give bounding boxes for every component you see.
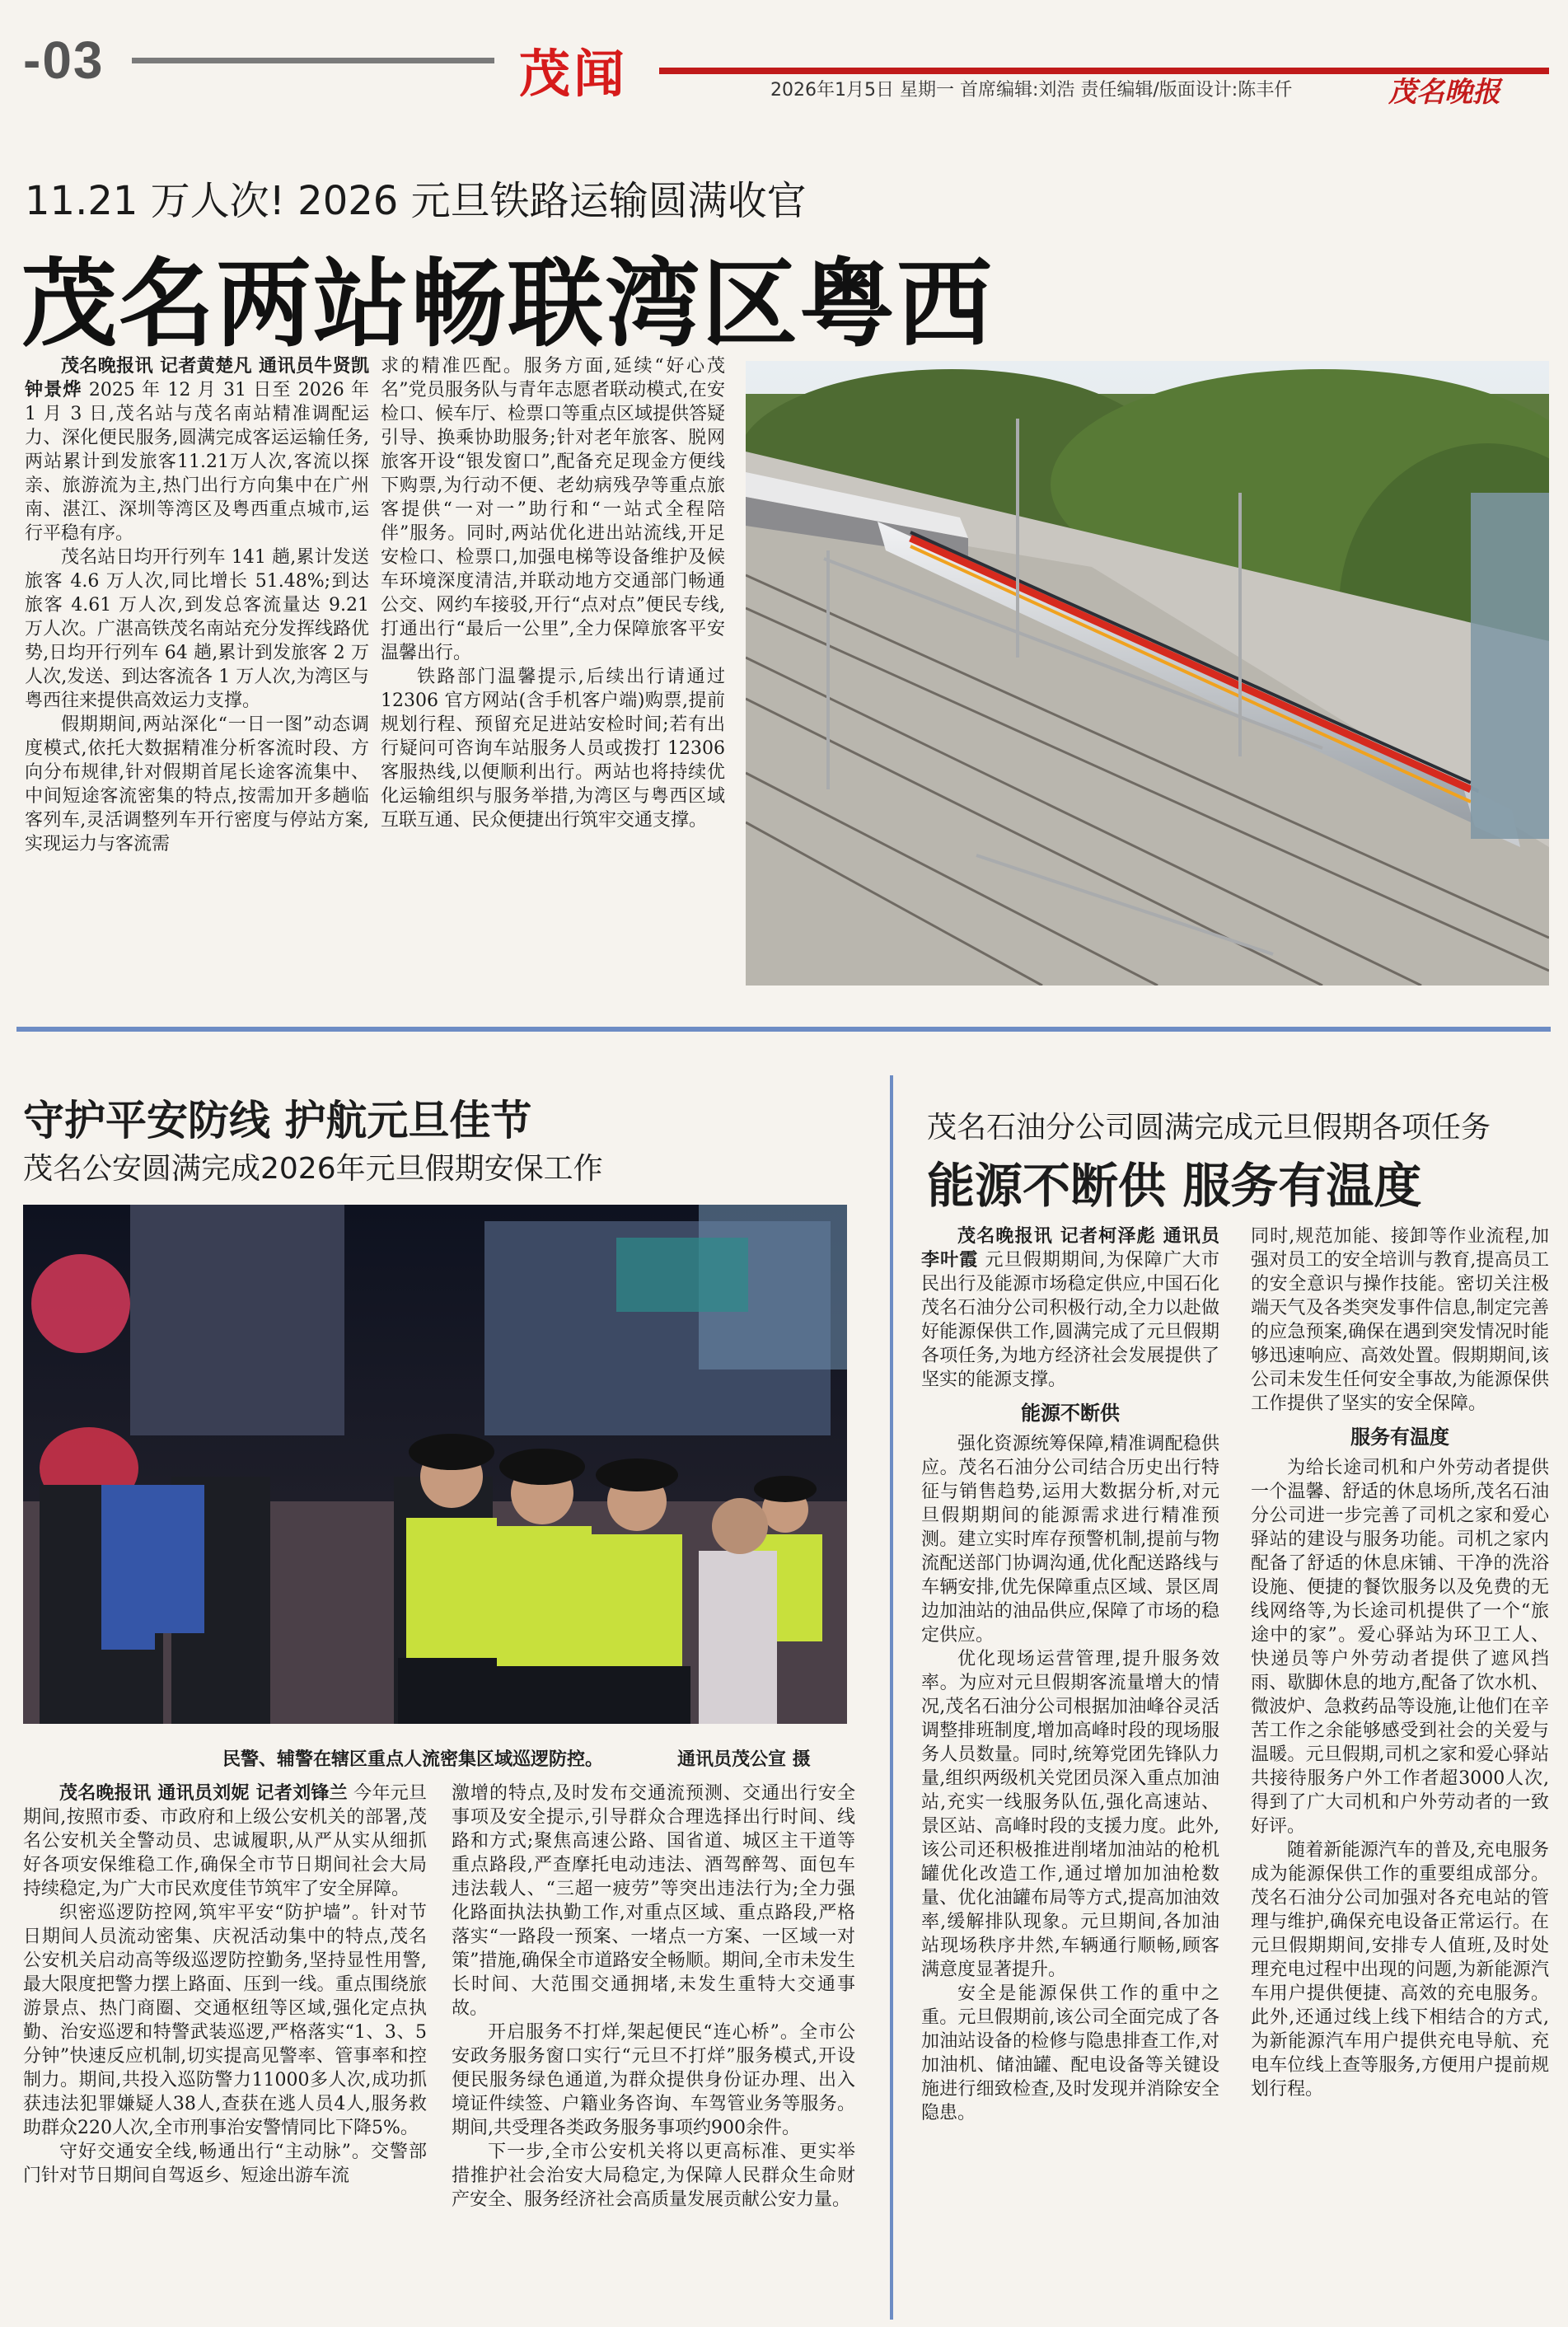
story2-paragraph: 织密巡逻防控网,筑牢平安“防护墙”。针对节日期间人员流动密集、庆祝活动集中的特点,茂名公安机关启动高等级巡逻防控勤务,坚持显性用警,最大限度把警力摆上路面、压到一线。重点围绕旅游景点、热门商圈、交通枢纽等区域,强化定点执勤、治安巡逻和特警武装巡逻,严格落实“1、3、5分钟”快速反应机制,切实提高见警率、管事率和控制力。期间,共投入巡防警力11000多人次,成功抓获违法犯罪嫌疑人38人,查获在逃人员4人,服务救助群众220人次,全市刑事治安警情同比下降5%。	[23, 1903, 427, 2138]
story3-paragraph: 安全是能源保供工作的重中之重。元旦假期前,该公司全面完成了各加油站设备的检修与隐患排查工作,对加油机、储油罐、配电设备等关键设施进行细致检查,及时发现并消除安全隐患。	[921, 1983, 1219, 2123]
story2-photo-credit: 通讯员茂公宣 摄	[677, 1749, 811, 1770]
story1-headline: 茂名两站畅联湾区粤西	[21, 249, 994, 360]
police-photo-illustration	[23, 1205, 847, 1724]
header-rule	[132, 58, 494, 63]
story1-paragraph: 假期期间,两站深化“一日一图”动态调度模式,依托大数据精准分析客流时段、方向分布规律,针对假期首尾长途客流集中、中间短途客流密集的特点,按需加开多趟临客列车,灵活调整列车开行密度与停站方案,实现运力与客流需	[25, 714, 369, 854]
story1-column-2	[381, 354, 725, 832]
story3-paragraph: 强化资源统筹保障,精准调配稳供应。茂名石油分公司结合历史出行特征与销售趋势,运用大数据分析,对元旦假期期间的能源需求进行精准预测。建立实时库存预警机制,提前与物流配送部门协调沟通,优化配送路线与车辆安排,优先保障重点区域、景区周边加油站的油品供应,保障了市场的稳定供应。	[921, 1434, 1219, 1646]
story3-subhead-2: 服务有温度	[1350, 1426, 1449, 1449]
story2-paragraph: 今年元旦期间,按照市委、市政府和上级公安机关的部署,茂名公安机关全警动员、忠诚履职,从严从实从细抓好各项安保维稳工作,确保全市节日期间社会大局持续稳定,为广大市民欢度佳节筑牢了安全屏障。	[23, 1783, 427, 1899]
story1-column-1	[25, 354, 369, 856]
paper-logo: 茂名晚报	[1388, 76, 1500, 109]
police-photo	[23, 1205, 847, 1724]
story1-paragraph: 茂名站日均开行列车 141 趟,累计发送旅客 4.6 万人次,同比增长 51.48%;到达旅客 4.61 万人次,到发总客流量达 9.21 万人次。广湛高铁茂名南站充分发挥线路优势,日均开行列车 64 趟,累计到发旅客 2 万人次,发送、到达客流各 1 万人次,为湾区与粤西往来提供高效运力支撑。	[25, 547, 370, 711]
story3-column-1	[921, 1224, 1219, 2125]
story3-paragraph: 优化现场运营管理,提升服务效率。为应对元旦假期客流量增大的情况,茂名石油分公司根据加油峰谷灵活调整排班制度,增加高峰时段的现场服务人员数量。同时,统筹党团先锋队力量,组织两级机关党团员深入重点加油站,充实一线服务队伍,强化高速站、景区站、高峰时段的支援力度。此外,该公司还积极推进削堵加油站的枪机罐优化改造工作,通过增加加油枪数量、优化油罐布局等方式,提高加油效率,缓解排队现象。元旦期间,各加油站现场秩序井然,车辆通行顺畅,顾客满意度显著提升。	[921, 1649, 1219, 1980]
train-photo	[746, 361, 1549, 986]
story3-paragraph: 元旦假期期间,为保障广大市民出行及能源市场稳定供应,中国石化茂名石油分公司积极行动,全力以赴做好能源保供工作,圆满完成了元旦假期各项任务,为地方经济社会发展提供了坚实的能源支撑。	[921, 1250, 1219, 1390]
story2-photo-caption: 民警、辅警在辖区重点人流密集区域巡逻防控。	[222, 1749, 604, 1770]
column-divider	[890, 1075, 893, 2320]
section-logo: 茂闻	[519, 44, 629, 104]
story2-byline: 茂名晚报讯 通讯员刘妮 记者刘锋兰	[59, 1782, 348, 1804]
section-divider	[16, 1027, 1551, 1032]
story1-byline: 茂名晚报讯 记者黄楚凡 通讯员牛贤凯 钟景烨	[25, 355, 369, 400]
story1-paragraph: 求的精准匹配。服务方面,延续“好心茂名”党员服务队与青年志愿者联动模式,在安检口、候车厅、检票口等重点区域提供答疑引导、换乘协助服务;针对老年旅客、脱网旅客开设“银发窗口”,配备充足现金方便线下购票,为行动不便、老幼病残孕等重点旅客提供“一对一”助行和“一站式全程陪伴”服务。同时,两站优化进出站流线,开足安检口、检票口,加强电梯等设备维护及候车环境深度清洁,并联动地方交通部门畅通公交、网约车接驳,开行“点对点”便民专线,打通出行“最后一公里”,全力保障旅客平安温馨出行。	[381, 356, 726, 663]
story2-headline: 守护平安防线 护航元旦佳节	[23, 1097, 532, 1145]
story3-paragraph: 同时,规范加能、接卸等作业流程,加强对员工的安全培训与教育,提高员工的安全意识与操作技能。密切关注极端天气及各类突发事件信息,制定完善的应急预案,确保在遇到突发情况时能够迅速响应、高效处置。假期期间,该公司未发生任何安全事故,为能源保供工作提供了坚实的安全保障。	[1251, 1226, 1549, 1414]
train-photo-illustration	[746, 361, 1549, 986]
story3-paragraph: 随着新能源汽车的普及,充电服务成为能源保供工作的重要组成部分。茂名石油分公司加强对各充电站的管理与维护,确保充电设备正常运行。在元旦假期期间,安排专人值班,及时处理充电过程中出现的问题,为新能源汽车用户提供便捷、高效的充电服务。此外,还通过线上线下相结合的方式,为新能源汽车用户提供充电导航、充电车位线上查等服务,方便用户提前规划行程。	[1251, 1840, 1549, 2100]
story3-byline: 茂名晚报讯 记者柯泽彪 通讯员李叶霞	[921, 1225, 1219, 1271]
page-number: -03	[23, 30, 105, 90]
story1-paragraph: 2025 年 12 月 31 日至 2026 年 1 月 3 日,茂名站与茂名南站精准调配运力、深化便民服务,圆满完成客运运输任务,两站累计到发旅客11.21万人次,客流以探亲、旅游流为主,热门出行方向集中在广州南、湛江、深圳等湾区及粤西重点城市,运行平稳有序。	[25, 380, 369, 544]
story2-paragraph: 开启服务不打烊,架起便民“连心桥”。全市公安政务服务窗口实行“元旦不打烊”服务模式,开设便民服务绿色通道,为群众提供身份证办理、出入境证件续签、户籍业务咨询、车驾管业务等服务。期间,共受理各类政务服务事项约900余件。	[452, 2022, 855, 2138]
story1-paragraph: 铁路部门温馨提示,后续出行请通过 12306 官方网站(含手机客户端)购票,提前规划行程、预留充足进站安检时间;若有出行疑问可咨询车站服务人员或拨打 12306 客服热线,以便顺利出行。两站也将持续优化运输组织与服务举措,为湾区与粤西区域互联互通、民众便捷出行筑牢交通支撑。	[381, 667, 725, 831]
story2-paragraph: 守好交通安全线,畅通出行“主动脉”。交警部门针对节日期间自驾返乡、短途出游车流	[23, 2142, 427, 2186]
story3-paragraph: 为给长途司机和户外劳动者提供一个温馨、舒适的休息场所,茂名石油分公司进一步完善了司机之家和爱心驿站的建设与服务功能。司机之家内配备了舒适的休息床铺、干净的洗浴设施、便捷的餐饮服务以及免费的无线网络等,为长途司机提供了一个“旅途中的家”。爱心驿站为环卫工人、快递员等户外劳动者提供了遮风挡雨、歇脚休息的地方,配备了饮水机、微波炉、急救药品等设施,让他们在辛苦工作之余能够感受到社会的关爱与温暖。元旦假期,司机之家和爱心驿站共接待服务户外工作者超3000人次,得到了广大司机和户外劳动者的一致好评。	[1251, 1458, 1549, 1837]
story1-kicker: 11.21 万人次! 2026 元旦铁路运输圆满收官	[25, 178, 807, 224]
header-meta: 2026年1月5日 星期一 首席编辑:刘浩 责任编辑/版面设计:陈丰仟	[770, 80, 1293, 101]
story3-kicker: 茂名石油分公司圆满完成元旦假期各项任务	[927, 1111, 1491, 1145]
story3-headline: 能源不断供 服务有温度	[927, 1158, 1422, 1214]
story2-column-1	[23, 1782, 427, 2188]
story2-column-2	[452, 1782, 855, 2212]
story2-paragraph: 激增的特点,及时发布交通流预测、交通出行安全事项及安全提示,引导群众合理选择出行时间、线路和方式;聚焦高速公路、国省道、城区主干道等重点路段,严查摩托电动违法、酒驾醉驾、面包车违法载人、“三超一疲劳”等突出违法行为;全力强化路面执法执勤工作,对重点区域、重点路段,严格落实“一路段一预案、一堵点一方案、一区域一对策”措施,确保全市道路安全畅顺。期间,全市未发生长时间、大范围交通拥堵,未发生重特大交通事故。	[452, 1783, 855, 2019]
story3-subhead-1: 能源不断供	[1021, 1402, 1120, 1425]
story2-paragraph: 下一步,全市公安机关将以更高标准、更实举措推护社会治安大局稳定,为保障人民群众生命财产安全、服务经济社会高质量发展贡献公安力量。	[452, 2142, 855, 2210]
story3-column-2	[1251, 1224, 1549, 2101]
story2-subhead: 茂名公安圆满完成2026年元旦假期安保工作	[23, 1152, 603, 1186]
